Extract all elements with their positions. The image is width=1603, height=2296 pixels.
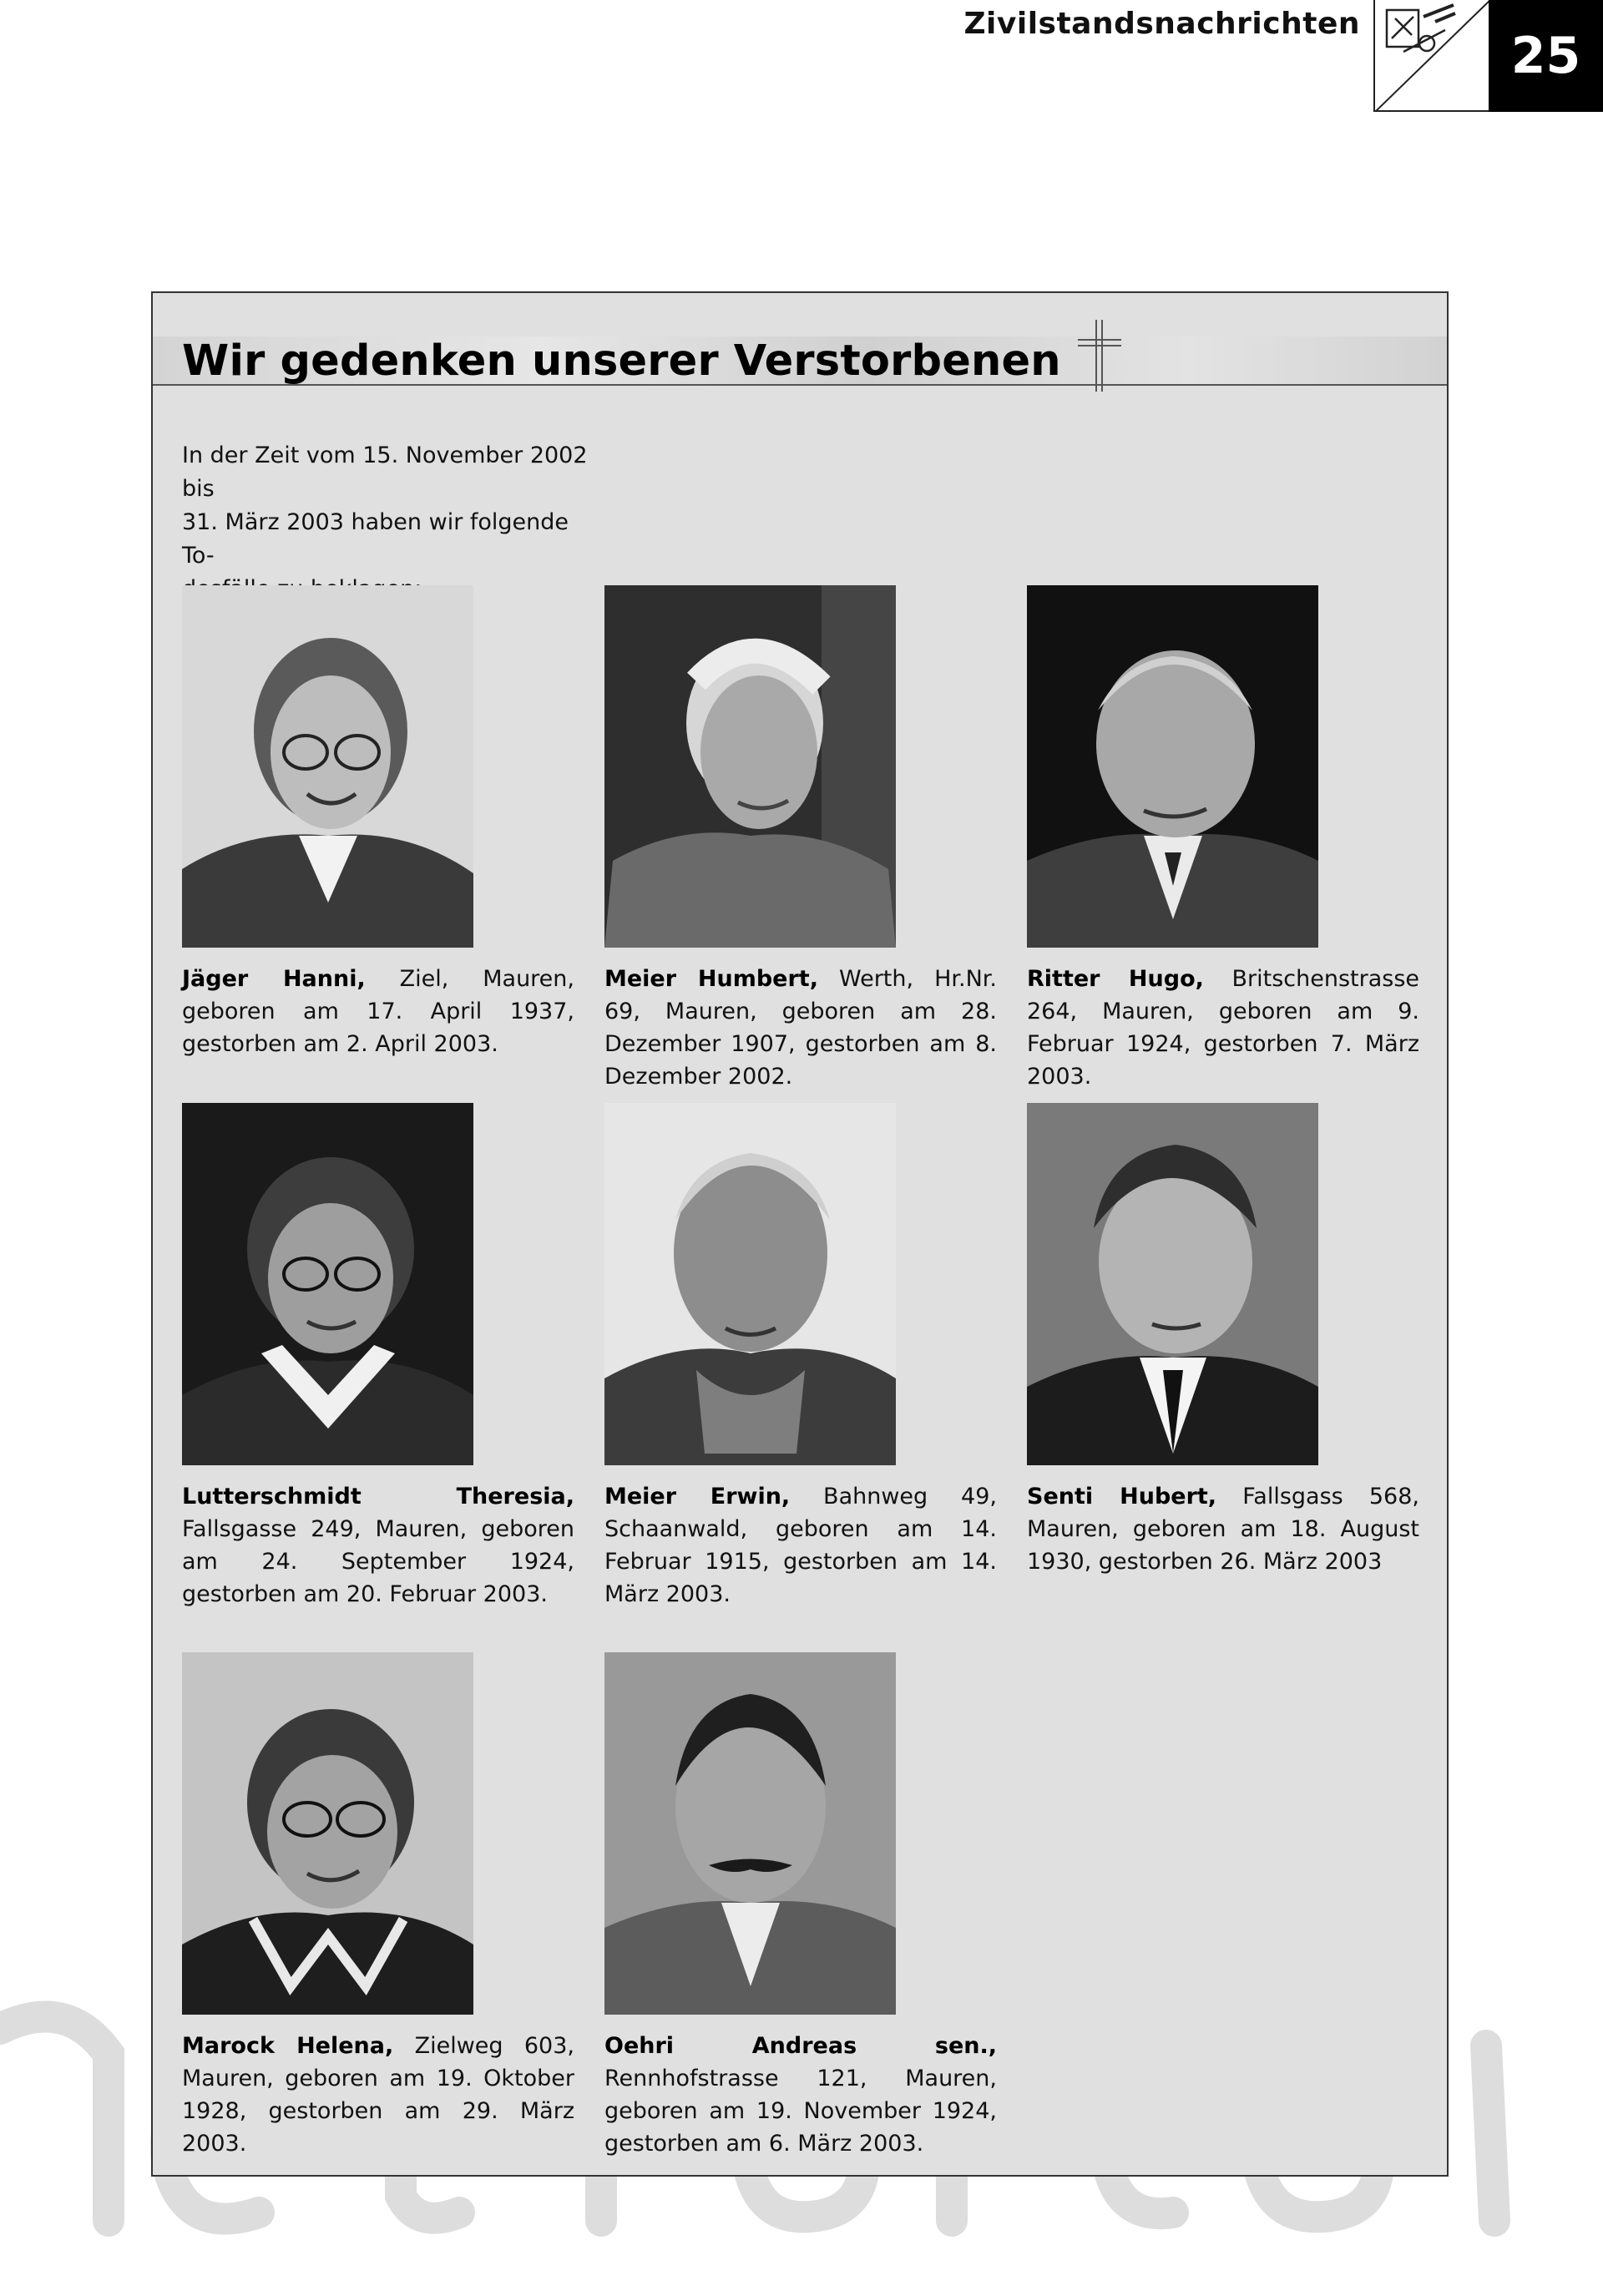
deceased-name: Jäger Hanni, <box>182 966 366 992</box>
obituary-caption <box>182 2030 574 2160</box>
obituary-panel <box>151 291 1449 2177</box>
obituary-caption <box>1027 1480 1419 1578</box>
deceased-details: Britschenstrasse 264, Mauren, geboren am 9. Februar 1924, gestorben 7. März 2003. <box>1027 966 1419 1090</box>
deceased-details: Bahnweg 49, Schaanwald, geboren am 14. Februar 1915, gestorben am 14. März 2003. <box>604 1484 997 1607</box>
cross-icon <box>1071 318 1130 397</box>
obituary-caption <box>604 2030 997 2160</box>
obituary-caption <box>1027 963 1419 1093</box>
obituary-entry <box>604 585 1005 1093</box>
deceased-details: Werth, Hr.Nr. 69, Mauren, geboren am 28. Dezember 1907, gestorben am 8. Dezember 2002. <box>604 966 997 1090</box>
deceased-details: Fallsgasse 249, Mauren, geboren am 24. September 1924, gestorben am 20. Februar 2003. <box>182 1516 574 1607</box>
obituary-entry <box>604 1103 1005 1611</box>
obituary-caption <box>182 1480 574 1611</box>
obituary-caption <box>182 963 574 1060</box>
deceased-details: Rennhofstrasse 121, Mauren, geboren am 19. November 1924, gestorben am 6. März 2003. <box>604 2066 997 2157</box>
portrait-photo <box>182 1652 473 2015</box>
deceased-name: Lutterschmidt Theresia, <box>182 1484 574 1510</box>
page-number: 25 <box>1489 0 1603 112</box>
notice-heading: Wir gedenken unserer Verstorbenen <box>182 336 1061 386</box>
obituary-caption <box>604 963 997 1093</box>
deceased-details: Zielweg 603, Mauren, geboren am 19. Oktober 1928, gestorben am 29. März 2003. <box>182 2033 574 2157</box>
deceased-details: Fallsgass 568, Mauren, geboren am 18. August 1930, gestorben 26. März 2003 <box>1027 1484 1419 1575</box>
portrait-photo <box>182 585 473 948</box>
obituary-entry <box>1027 585 1428 1093</box>
portrait-photo <box>604 585 896 948</box>
deceased-name: Meier Erwin, <box>604 1484 791 1510</box>
section-title: Zivilstandsnachrichten <box>963 7 1360 41</box>
deceased-name: Marock Helena, <box>182 2033 394 2059</box>
obituary-entry <box>182 1652 583 2160</box>
emblem <box>1373 0 1489 112</box>
deceased-name: Oehri Andreas sen., <box>604 2033 997 2059</box>
municipal-coat-of-arms-icon <box>1375 0 1490 112</box>
intro-text: In der Zeit vom 15. November 2002 bis 31. März 2003 haben wir folgende To- <box>182 443 588 569</box>
deceased-name: Meier Humbert, <box>604 966 818 992</box>
portrait-photo <box>1027 585 1318 948</box>
obituary-entry <box>182 585 583 1060</box>
obituary-entry <box>182 1103 583 1611</box>
portrait-photo <box>182 1103 473 1465</box>
obituary-caption <box>604 1480 997 1611</box>
deceased-name: Senti Hubert, <box>1027 1484 1217 1510</box>
obituary-entry <box>1027 1103 1428 1578</box>
deceased-name: Ritter Hugo, <box>1027 966 1204 992</box>
portrait-photo <box>604 1103 896 1465</box>
portrait-photo <box>1027 1103 1318 1465</box>
portrait-photo <box>604 1652 896 2015</box>
deceased-details: Ziel, Mauren, geboren am 17. April 1937, gestorben am 2. April 2003. <box>182 966 574 1057</box>
obituary-entry <box>604 1652 1005 2160</box>
